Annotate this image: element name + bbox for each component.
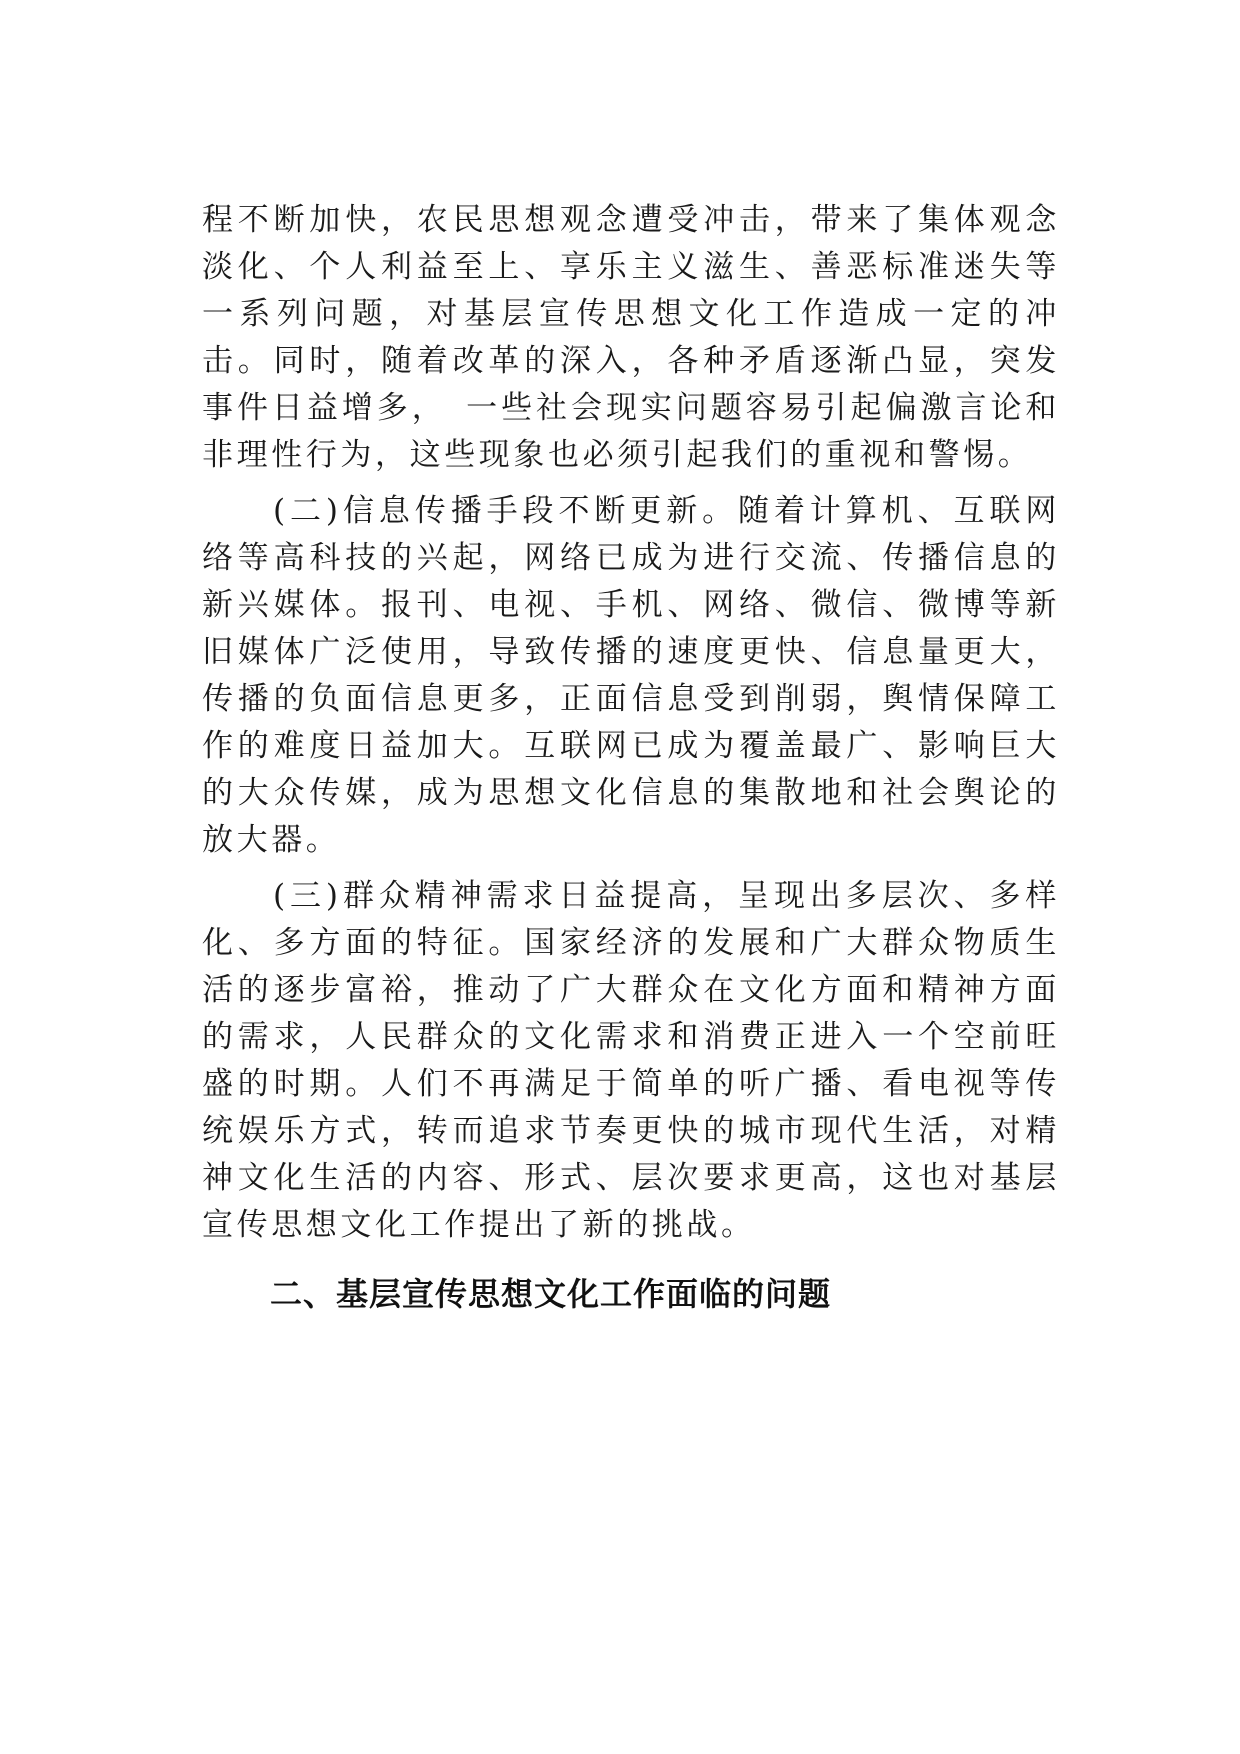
document-body <box>202 197 1060 1318</box>
section-heading: 二、基层宣传思想文化工作面临的问题 <box>270 1275 832 1313</box>
paragraph-info-dissemination: (二)信息传播手段不断更新。随着计算机、互联网络等高科技的兴起，网络已成为进行交流、传播信息的新兴媒体。报刊、电视、手机、网络、微信、微博等新旧媒体广泛使用，导致传播的速度更快、信息量更大，传播的负面信息更多，正面信息受到削弱，舆情保障工作的难度日益加大。互联网已成为覆盖最广、影响巨大的大众传媒，成为思想文化信息的集散地和社会舆论的放大器。 <box>202 493 1060 858</box>
paragraph-spiritual-needs: (三)群众精神需求日益提高，呈现出多层次、多样化、多方面的特征。国家经济的发展和广大群众物质生活的逐步富裕，推动了广大群众在文化方面和精神方面的需求，人民群众的文化需求和消费正进入一个空前旺盛的时期。人们不再满足于简单的听广播、看电视等传统娱乐方式，转而追求节奏更快的城市现代生活，对精神文化生活的内容、形式、层次要求更高，这也对基层宣传思想文化工作提出了新的挑战。 <box>202 878 1060 1243</box>
paragraph-continuation: 程不断加快，农民思想观念遭受冲击，带来了集体观念淡化、个人利益至上、享乐主义滋生、善恶标准迷失等一系列问题，对基层宣传思想文化工作造成一定的冲击。同时，随着改革的深入，各种矛盾逐渐凸显，突发事件日益增多， 一些社会现实问题容易引起偏激言论和非理性行为，这些现象也必须引起我们的重视和警惕。 <box>202 202 1060 473</box>
